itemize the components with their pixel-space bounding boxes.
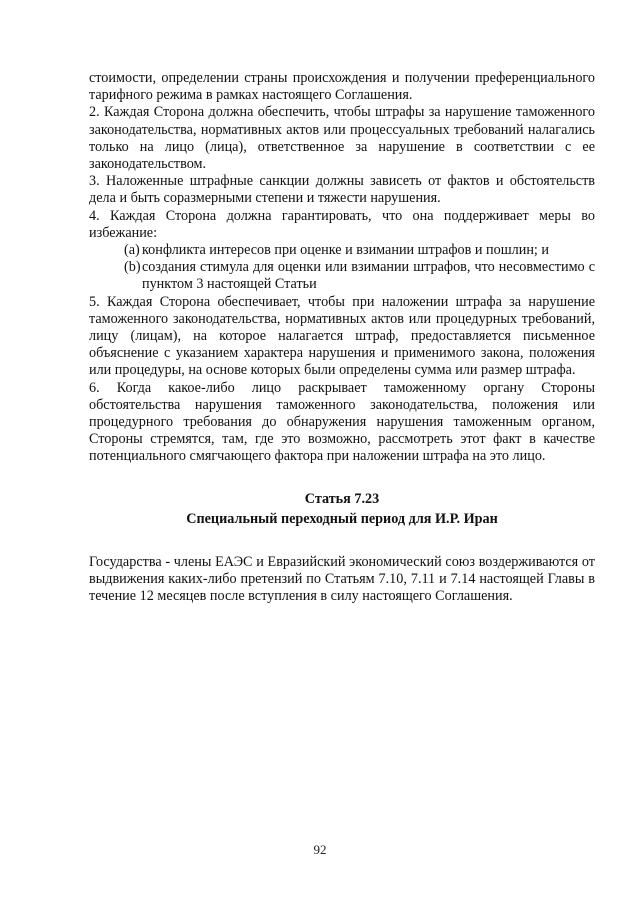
list-marker-b: (b) [124, 259, 141, 276]
article-body: Государства - члены ЕАЭС и Евразийский экономический союз воздерживаются от выдвижения каких-либо претензий по Статьям 7.10, 7.11 и 7.14 настоящей Главы в течение 12 месяцев после вступления в силу настоящего Соглашения. [89, 553, 595, 605]
article-heading [89, 489, 595, 529]
paragraph-3: 3. Наложенные штрафные санкции должны зависеть от фактов и обстоятельств дела и быть соразмерными степени и тяжести нарушения. [89, 173, 595, 207]
list-text-a: конфликта интересов при оценке и взимании штрафов и пошлин; и [142, 242, 549, 259]
paragraph-5: 5. Каждая Сторона обеспечивает, чтобы при наложении штрафа за нарушение таможенного законодательства, нормативных актов или процедурных требований, лицу (лицам), на которое налагается штраф, предоставляется письменное объяснение с указанием характера нарушения и применимого закона, положения или процедуры, на основе которых были определены сумма или размер штрафа. [89, 293, 595, 379]
article-number: Статья 7.23 [304, 490, 380, 507]
paragraph-6: 6. Когда какое-либо лицо раскрывает таможенному органу Стороны обстоятельства нарушения таможенного законодательства, положения или процедурного требования до обнаружения нарушения таможенным органом, Стороны стремятся, там, где это возможно, рассмотреть этот факт в качестве потенциального смягчающего фактора при наложении штрафа на это лицо. [89, 379, 595, 465]
list-item-b [124, 259, 595, 293]
list-marker-a: (a) [124, 242, 140, 259]
list-item-a [124, 242, 595, 259]
paragraph-2: 2. Каждая Сторона должна обеспечить, чтобы штрафы за нарушение таможенного законодательства, нормативных актов или процессуальных требований налагались только на лицо (лица), ответственное за нарушение в соответствии с ее законодательством. [89, 104, 595, 173]
document-page [89, 70, 595, 605]
article-title: Специальный переходный период для И.Р. Иран [186, 510, 498, 527]
paragraph-continuation: стоимости, определении страны происхождения и получении преференциального тарифного режима в рамках настоящего Соглашения. [89, 70, 595, 104]
paragraph-4: 4. Каждая Сторона должна гарантировать, что она поддерживает меры во избежание: [89, 207, 595, 241]
list-text-b: создания стимула для оценки или взимании штрафов, что несовместимо с пунктом 3 настоящей Статьи [142, 259, 595, 293]
page-number: 92 [313, 842, 327, 857]
